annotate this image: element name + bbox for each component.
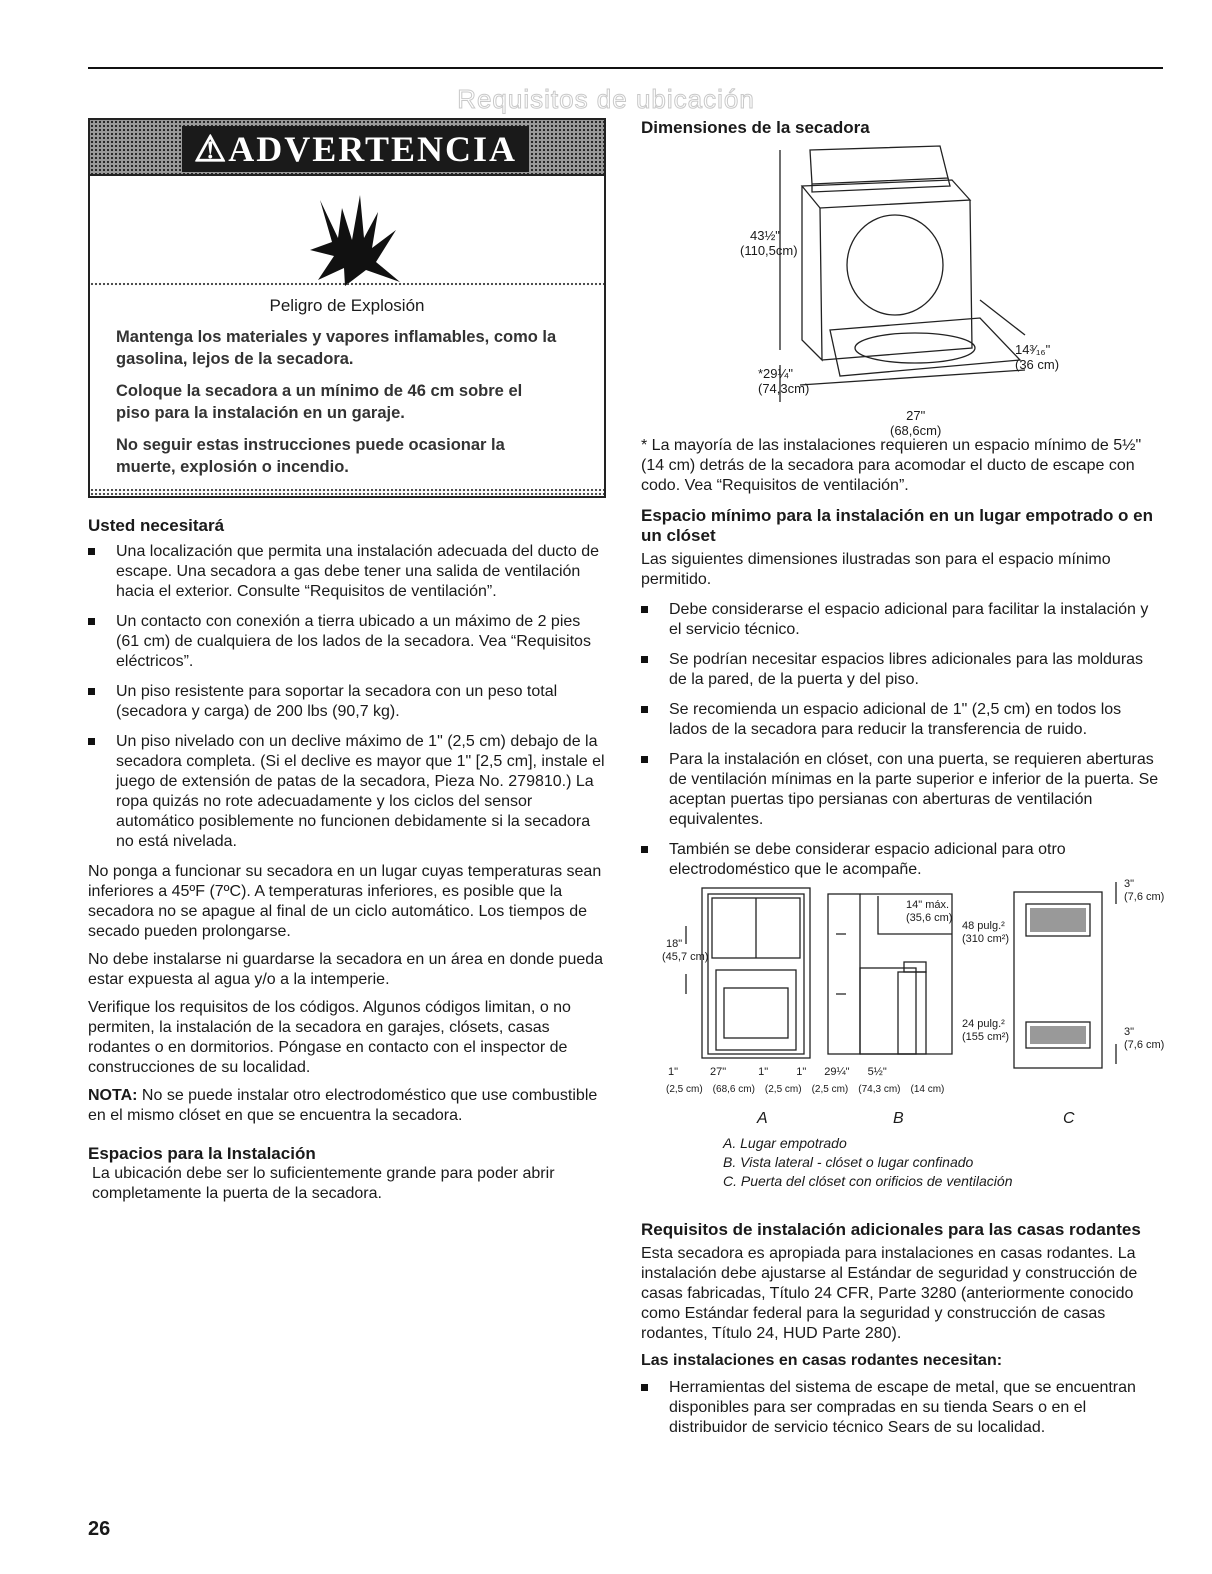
footnote: * La mayoría de las instalaciones requieren un espacio mínimo de 5½" (14 cm) detrás de la secadora para acomodar el ducto de escape con codo. Vea “Requisitos de ventilación”. [641,437,1142,494]
caption: B. Vista lateral - clóset o lugar confinado [723,1154,974,1170]
top-rule [88,67,1163,69]
warning-separator [90,282,604,286]
fig-bottom-inch-labels: 1" 27" 1" 1" 29¼" 5½" [668,1066,887,1078]
fig-c-bottom-label: 3" (7,6 cm) [1124,1026,1165,1051]
depth-label: *29¼" (74,3cm) [758,366,810,396]
door-label: 14³⁄₁₆" (36 cm) [1015,342,1060,372]
mobile-needs-heading: Las instalaciones en casas rodantes necesitan: [641,1352,1003,1369]
right-text-block [641,436,1163,890]
need-heading: Usted necesitará [88,516,225,535]
spaces-heading: Espacios para la Instalación [88,1144,316,1163]
dims-heading: Dimensiones de la secadora [641,118,870,137]
fig-b-48-label: 48 pulg.² (310 cm²) [962,920,1010,945]
caption: C. Puerta del clóset con orificios de ventilación [723,1173,1013,1189]
paragraph: Esta secadora es apropiada para instalaciones en casas rodantes. La instalación debe ajustarse al Estándar de seguridad y construcción de casas fabricadas, Título 24 CFR, Parte 3280 (anteriormente conocido como Estándar federal para la seguridad y construcción de casas rodantes, Título 24, HUD Parte 280). [641,1245,1138,1342]
list-item: Un piso resistente para soportar la secadora con un peso total (secadora y carga) de 200 lbs (90,7 kg). [88,682,606,722]
fig-b-24-label: 24 pulg.² (155 cm²) [962,1018,1010,1043]
min-space-heading: Espacio mínimo para la instalación en un lugar empotrado o en un clóset [641,506,1153,545]
list-item: Un contacto con conexión a tierra ubicado a un máximo de 2 pies (61 cm) de cualquiera de los lados de la secadora. Vea “Requisitos eléctricos”. [88,612,606,672]
caption: A. Lugar empotrado [723,1135,847,1151]
list-item: Herramientas del sistema de escape de metal, que se encuentran disponibles para ser compradas en su tienda Sears o en el distribuidor de servicio técnico Sears de su localidad. [641,1378,1163,1438]
mobile-heading: Requisitos de instalación adicionales para las casas rodantes [641,1220,1141,1239]
fig-bottom-cm-labels: (2,5 cm) (68,6 cm) (2,5 cm) (2,5 cm) (74,3 cm) (14 cm) [666,1084,945,1095]
mobile-home-section [641,1220,1163,1448]
paragraph: Verifique los requisitos de los códigos. Algunos códigos limitan, o no permiten, la instalación de la secadora en garajes, clósets, casas rodantes o en dormitorios. Póngase en contacto con el inspector de construcciones de su localidad. [88,999,571,1076]
paragraph: No ponga a funcionar su secadora en un lugar cuyas temperaturas sean inferiores a 45ºF (7ºC). A temperaturas inferiores, es posible que la secadora no se apague al final de un ciclo automático. Los tiempos de secado pueden prolongarse. [88,863,602,940]
warning-paragraph: Coloque la secadora a un mínimo de 46 cm sobre el piso para la instalación en un garaje. [116,382,523,422]
warning-title: Peligro de Explosión [269,296,425,315]
list-item: Un piso nivelado con un declive máximo de 1" (2,5 cm) debajo de la secadora completa. (Si el declive es mayor que 1" [2,5 cm], instale el juego de extensión de patas de la secadora, Pieza No. 279810.) La ropa quizás no rote adecuadamente y los ciclos del sensor automático posiblemente no funcionen debidamente si la secadora no está nivelada. [88,732,606,852]
warning-footer [90,488,604,496]
note-text: No se puede instalar otro electrodoméstico que use combustible en el mismo clóset en que se encuentra la secadora. [88,1087,598,1124]
note-label: NOTA: [88,1087,138,1104]
paragraph: Las siguientes dimensiones ilustradas son para el espacio mínimo permitido. [641,551,1111,588]
fig-letter-b: B [893,1110,904,1127]
warning-label: ⚠ADVERTENCIA [182,126,529,172]
left-column [88,516,606,1212]
width-label: 27" (68,6cm) [890,408,942,438]
section-title: Requisitos de ubicación [457,84,755,114]
warning-paragraph: No seguir estas instrucciones puede ocasionar la muerte, explosión o incendio. [116,436,505,476]
fig-c-top-label: 3" (7,6 cm) [1124,878,1165,903]
list-item: Se podrían necesitar espacios libres adicionales para las molduras de la pared, de la puerta y del piso. [641,650,1163,690]
height-label: 43½" (110,5cm) [740,228,798,258]
fig-b-14-label: 14" máx. (35,6 cm) [906,899,953,924]
page-number: 26 [88,1518,111,1540]
paragraph: La ubicación debe ser lo suficientemente grande para poder abrir completamente la puerta de la secadora. [92,1165,555,1202]
min-space-list [641,600,1163,880]
fig-a-18-label: 18" (45,7 cm) [662,938,709,963]
list-item: Una localización que permita una instalación adecuada del ducto de escape. Una secadora a gas debe tener una salida de ventilación hacia el exterior. Consulte “Requisitos de ventilación”. [88,542,606,602]
list-item: Para la instalación en clóset, con una puerta, se requieren aberturas de ventilación mínimas en la parte superior e inferior de la puerta. Se aceptan puertas tipo persianas con aberturas de ventilación equivalentes. [641,750,1163,830]
warning-body [90,288,604,488]
figure-captions [723,1134,1012,1191]
mobile-needs-list [641,1378,1163,1438]
list-item: Debe considerarse el espacio adicional para facilitar la instalación y el servicio técnico. [641,600,1163,640]
warning-paragraph: Mantenga los materiales y vapores inflamables, como la gasolina, lejos de la secadora. [116,328,557,368]
list-item: También se debe considerar espacio adicional para otro electrodoméstico que le acompañe. [641,840,1163,880]
explosion-icon [300,190,410,290]
fig-letter-a: A [757,1110,768,1127]
fig-letter-c: C [1063,1110,1075,1127]
warning-box [88,118,606,498]
list-item: Se recomienda un espacio adicional de 1" (2,5 cm) en todos los lados de la secadora para reducir la transferencia de ruido. [641,700,1163,740]
paragraph: No debe instalarse ni guardarse la secadora en un área en donde pueda estar expuesta al agua y/o a la intemperie. [88,951,604,988]
need-list [88,542,606,852]
right-column [641,118,1161,138]
note-paragraph [88,1086,606,1126]
warning-header [90,120,604,176]
